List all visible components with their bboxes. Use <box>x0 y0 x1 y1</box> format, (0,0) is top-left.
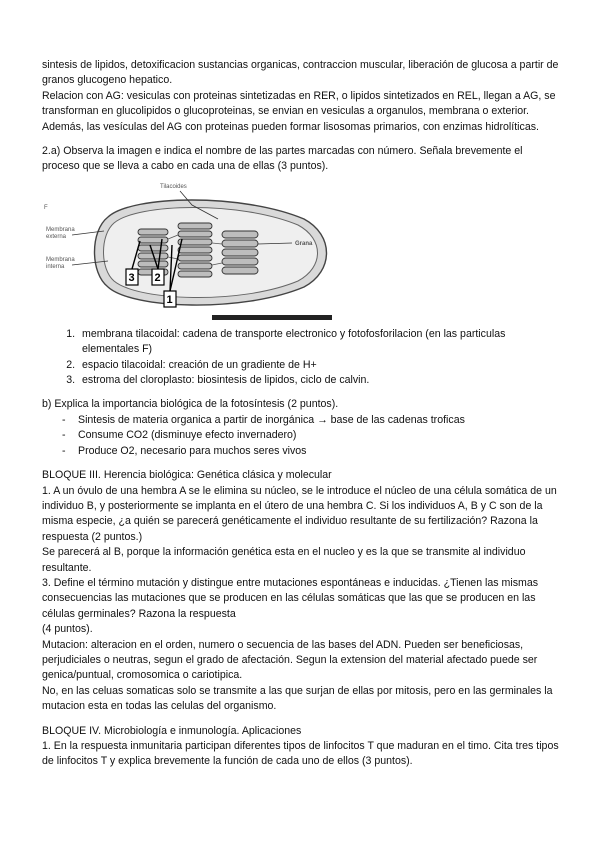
bloque-3-question-1: 1. A un óvulo de una hembra A se le elimina su núcleo, se le introduce el núcleo de una célula somática de un individuo B, y posteriormente se implanta en el útero de una hembra C. Si los individuos A, B y C son de la misma especie, ¿a quién se parecerá genéticamente el individuo resultante de su fertilización? Razona la respuesta (2 puntos.) <box>42 484 557 543</box>
bloque-3-question-3-points: (4 puntos). <box>42 623 93 636</box>
document-page <box>42 58 562 770</box>
label-membrana-externa: Membrana <box>46 226 75 233</box>
bloque-4-question-1: 1. En la respuesta inmunitaria participan diferentes tipos de linfocitos T que maduran en el timo. Cita tres tipos de linfocitos T y explica brevemente la función de cada uno de ellos (3 puntos). <box>42 740 559 768</box>
answers-list <box>42 327 562 389</box>
marker-f: F <box>44 204 48 211</box>
question-2b: b) Explica la importancia biológica de la fotosíntesis (2 puntos). <box>42 398 339 411</box>
bloque-4-title: BLOQUE IV. Microbiología e inmunología. Aplicaciones <box>42 724 302 737</box>
label-tilacoides: Tilacoides <box>160 183 187 190</box>
bloque-3-answer-1: Se parecerá al B, porque la información genética esta en el nucleo y es la que se transmite al individuo resultante. <box>42 546 526 574</box>
answer-2: 2. espacio tilacoidal: creación de un gradiente de H+ <box>78 358 562 373</box>
chloroplast-figure <box>42 179 342 321</box>
marker-3: 3 <box>128 271 135 284</box>
paragraph: Relacion con AG: vesiculas con proteinas sintetizadas en RER, o lipidos sintetizados en REL, llegan a AG, se transforman en glucolipidos o glucoproteinas, se envian en vesiculas a organulos, membrana o exterior. Además, las vesículas del AG con proteinas pueden formar lisosomas primarios, con enzimas hidrolíticas. <box>42 89 556 133</box>
label-membrana-interna-2: interna <box>46 263 65 270</box>
paragraph: sintesis de lipidos, detoxificacion sustancias organicas, contraccion muscular, liberación de glucosa a partir de granos glucogeno hepatico. <box>42 59 559 87</box>
question-2a: 2.a) Observa la imagen e indica el nombre de las partes marcadas con número. Señala brevemente el proceso que se lleva a cabo en cada una de ellas (3 puntos). <box>42 145 523 173</box>
photosynthesis-points <box>42 413 562 459</box>
label-grana: Grana <box>295 240 313 247</box>
point-1: - Sintesis de materia organica a partir de inorgánica → base de las cadenas troficas <box>62 413 562 428</box>
answer-1: 1. membrana tilacoidal: cadena de transporte electronico y fotofosforilacion (en las particulas elementales F) <box>78 327 562 358</box>
marker-2: 2 <box>154 271 161 284</box>
point-3: - Produce O2, necesario para muchos seres vivos <box>62 444 562 459</box>
bloque-3-answer-3b: No, en las celuas somaticas solo se transmite a las que surjan de ellas por mitosis, pero en las germinales la mutacion esta en todas las celulas del organismo. <box>42 684 553 713</box>
label-membrana-externa-2: externa <box>46 233 67 240</box>
bloque-3-question-3: 3. Define el término mutación y distingue entre mutaciones espontáneas e inducidas. ¿Tienen las mismas consecuencias las mutaciones que se producen en las células somáticas que las que se producen en las células germinales? Razona la respuesta <box>42 576 539 620</box>
marker-1: 1 <box>166 293 173 306</box>
chloroplast-diagram <box>42 179 342 321</box>
answer-3: 3. estroma del cloroplasto: biosintesis de lipidos, ciclo de calvin. <box>78 373 562 388</box>
bloque-3-answer-3: Mutacion: alteracion en el orden, numero o secuencia de las bases del ADN. Pueden ser beneficiosas, perjudiciales o neutras, segun el grado de afectación. Segun la extension del material afectado puede ser genica/puntual, cromosomica o cariotipica. <box>42 638 538 682</box>
bloque-3-title: BLOQUE III. Herencia biológica: Genética clásica y molecular <box>42 469 332 482</box>
point-2: - Consume CO2 (disminuye efecto invernadero) <box>62 428 562 443</box>
label-membrana-interna: Membrana <box>46 256 75 263</box>
